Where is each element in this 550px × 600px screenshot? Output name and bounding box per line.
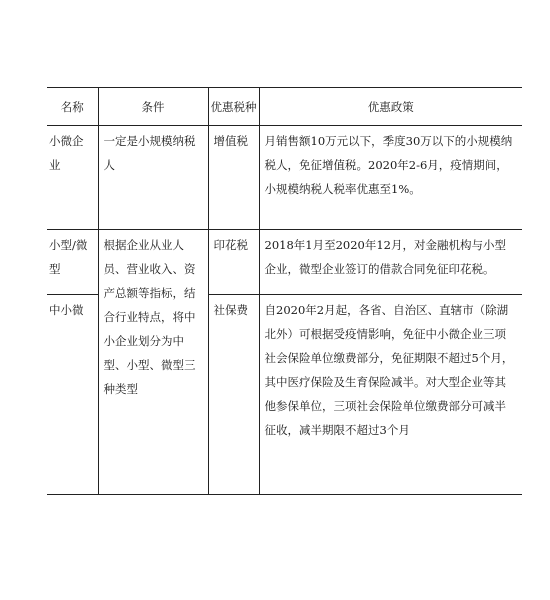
header-tax-type: 优惠税种	[208, 88, 259, 126]
table-header-row	[47, 88, 522, 126]
cell-condition: 根据企业从业人员、营业收入、资产总额等指标，结合行业特点，将中小企业划分为中型、小型、微型三种类型	[98, 230, 208, 495]
header-condition: 条件	[98, 88, 208, 126]
cell-tax-type: 增值税	[208, 126, 259, 230]
header-name: 名称	[47, 88, 98, 126]
cell-policy: 月销售额10万元以下，季度30万以下的小规模纳税人，免征增值税。2020年2-6月，疫情期间，小规模纳税人税率优惠至1%。	[259, 126, 522, 230]
tax-policy-table	[47, 87, 522, 495]
cell-name: 中小微	[47, 295, 98, 495]
cell-name: 小型/微型	[47, 230, 98, 295]
cell-tax-type: 印花税	[208, 230, 259, 295]
cell-condition: 一定是小规模纳税人	[98, 126, 208, 230]
cell-policy: 自2020年2月起，各省、自治区、直辖市（除湖北外）可根据受疫情影响，免征中小微企业三项社会保险单位缴费部分，免征期限不超过5个月，其中医疗保险及生育保险减半。对大型企业等其他参保单位，三项社会保险单位缴费部分可减半征收，减半期限不超过3个月	[259, 295, 522, 495]
cell-tax-type: 社保费	[208, 295, 259, 495]
cell-name: 小微企业	[47, 126, 98, 230]
table-row	[47, 126, 522, 230]
cell-policy: 2018年1月至2020年12月，对金融机构与小型企业，微型企业签订的借款合同免征印花税。	[259, 230, 522, 295]
table-row	[47, 230, 522, 295]
header-policy: 优惠政策	[259, 88, 522, 126]
